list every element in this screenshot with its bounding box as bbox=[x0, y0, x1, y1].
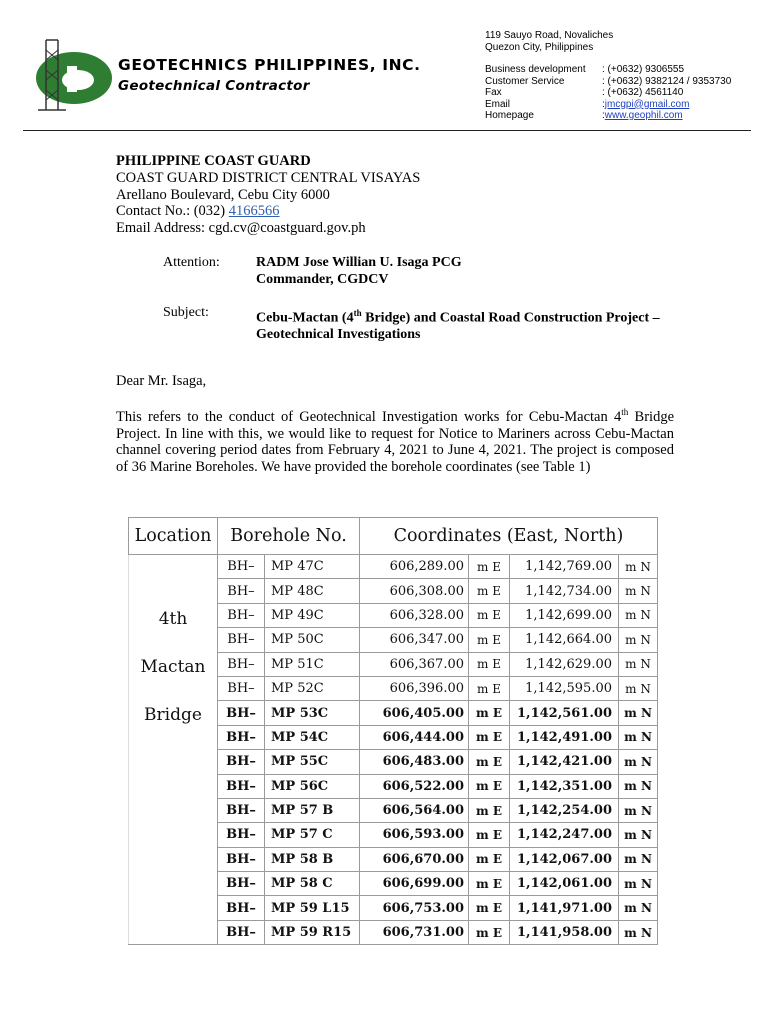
northing: 1,142,254.00 bbox=[510, 798, 619, 822]
addressee-org: PHILIPPINE COAST GUARD bbox=[116, 153, 311, 169]
northing-unit: m N bbox=[619, 823, 658, 847]
easting: 606,564.00 bbox=[360, 798, 469, 822]
company-address bbox=[485, 30, 613, 53]
northing: 1,142,629.00 bbox=[510, 652, 619, 676]
address-line-1: 119 Sauyo Road, Novaliches bbox=[485, 30, 614, 41]
northing: 1,142,351.00 bbox=[510, 774, 619, 798]
easting: 606,405.00 bbox=[360, 701, 469, 725]
easting-unit: m E bbox=[469, 725, 510, 749]
contact-label: Customer Service bbox=[485, 75, 565, 87]
easting-unit: m E bbox=[469, 628, 510, 652]
header-location: Location bbox=[129, 518, 218, 555]
northing: 1,142,061.00 bbox=[510, 872, 619, 896]
borehole-number: MP 48C bbox=[265, 579, 360, 603]
subject-sup: th bbox=[353, 308, 362, 318]
borehole-number: MP 50C bbox=[265, 628, 360, 652]
easting: 606,699.00 bbox=[360, 872, 469, 896]
contact-row-fax bbox=[485, 87, 731, 99]
borehole-prefix: BH– bbox=[218, 725, 265, 749]
addressee-contact bbox=[116, 203, 420, 220]
contact-row-email bbox=[485, 99, 731, 111]
northing-unit: m N bbox=[619, 750, 658, 774]
easting: 606,753.00 bbox=[360, 896, 469, 920]
easting: 606,731.00 bbox=[360, 920, 469, 944]
northing: 1,142,699.00 bbox=[510, 603, 619, 627]
northing-unit: m N bbox=[619, 872, 658, 896]
easting: 606,444.00 bbox=[360, 725, 469, 749]
northing-unit: m N bbox=[619, 774, 658, 798]
borehole-number: MP 47C bbox=[265, 555, 360, 579]
table-header-row bbox=[129, 518, 658, 555]
table-row bbox=[129, 555, 658, 579]
northing: 1,142,067.00 bbox=[510, 847, 619, 871]
easting-unit: m E bbox=[469, 701, 510, 725]
borehole-prefix: BH– bbox=[218, 701, 265, 725]
email-link[interactable]: jmcgpi@gmail.com bbox=[604, 98, 690, 110]
contact-row-customer-service bbox=[485, 76, 731, 88]
borehole-number: MP 53C bbox=[265, 701, 360, 725]
company-tagline: Geotechnical Contractor bbox=[118, 78, 310, 94]
borehole-prefix: BH– bbox=[218, 628, 265, 652]
homepage-link[interactable]: www.geophil.com bbox=[604, 110, 683, 121]
contact-value: : (+0632) 9306555 bbox=[602, 64, 685, 75]
easting-unit: m E bbox=[469, 847, 510, 871]
contact-value: : (+0632) 4561140 bbox=[602, 87, 684, 98]
borehole-prefix: BH– bbox=[218, 750, 265, 774]
borehole-prefix: BH– bbox=[218, 555, 265, 579]
northing-unit: m N bbox=[619, 847, 658, 871]
easting: 606,593.00 bbox=[360, 823, 469, 847]
borehole-number: MP 57 C bbox=[265, 823, 360, 847]
contact-prefix: : bbox=[602, 110, 605, 121]
body-part-1: This refers to the conduct of Geotechnical Investigation works for Cebu-Mactan 4 bbox=[116, 408, 622, 425]
body-part-2: Bridge Project. In line with this, we would like to request for Notice to Mariners across Cebu-Mactan channel covering period dates from February 4, 2021 to June 4, 2021. The project is composed of 36 Marine Boreholes. We have provided the borehole coordinates (see Table 1) bbox=[116, 408, 674, 476]
borehole-number: MP 57 B bbox=[265, 798, 360, 822]
easting: 606,347.00 bbox=[360, 628, 469, 652]
company-logo bbox=[34, 36, 112, 112]
attention-name: RADM Jose Willian U. Isaga PCG bbox=[256, 255, 462, 270]
location-line: 4th bbox=[158, 609, 188, 629]
easting-unit: m E bbox=[469, 676, 510, 700]
letterhead-divider bbox=[23, 130, 751, 131]
northing-unit: m N bbox=[619, 652, 658, 676]
subject-part-1: Cebu-Mactan (4 bbox=[256, 310, 354, 326]
northing-unit: m N bbox=[619, 896, 658, 920]
northing: 1,142,595.00 bbox=[510, 676, 619, 700]
borehole-number: MP 56C bbox=[265, 774, 360, 798]
company-name: GEOTECHNICS PHILIPPINES, INC. bbox=[118, 56, 421, 74]
letter-body bbox=[116, 404, 674, 476]
borehole-prefix: BH– bbox=[218, 823, 265, 847]
easting-unit: m E bbox=[469, 774, 510, 798]
body-sup: th bbox=[621, 407, 629, 417]
subject-text bbox=[256, 305, 676, 344]
borehole-prefix: BH– bbox=[218, 652, 265, 676]
borehole-prefix: BH– bbox=[218, 896, 265, 920]
subject-part-2: Bridge) and Coastal Road Construction Project – Geotechnical Investigations bbox=[256, 310, 660, 343]
header-coordinates: Coordinates (East, North) bbox=[360, 518, 658, 555]
easting: 606,670.00 bbox=[360, 847, 469, 871]
easting-unit: m E bbox=[469, 555, 510, 579]
borehole-number: MP 52C bbox=[265, 676, 360, 700]
northing-unit: m N bbox=[619, 725, 658, 749]
borehole-prefix: BH– bbox=[218, 920, 265, 944]
easting-unit: m E bbox=[469, 652, 510, 676]
addressee-email: Email Address: cgd.cv@coastguard.gov.ph bbox=[116, 220, 366, 237]
borehole-prefix: BH– bbox=[218, 872, 265, 896]
drill-rig-logo-icon bbox=[34, 36, 112, 112]
easting: 606,367.00 bbox=[360, 652, 469, 676]
easting: 606,328.00 bbox=[360, 603, 469, 627]
northing: 1,141,971.00 bbox=[510, 896, 619, 920]
subject-label: Subject: bbox=[163, 305, 209, 320]
easting-unit: m E bbox=[469, 750, 510, 774]
location-line: Bridge bbox=[144, 705, 202, 725]
contact-value: : (+0632) 9382124 / 9353730 bbox=[602, 75, 732, 87]
easting: 606,483.00 bbox=[360, 750, 469, 774]
northing-unit: m N bbox=[619, 628, 658, 652]
northing-unit: m N bbox=[619, 676, 658, 700]
easting-unit: m E bbox=[469, 579, 510, 603]
easting: 606,396.00 bbox=[360, 676, 469, 700]
addressee-street: Arellano Boulevard, Cebu City 6000 bbox=[116, 186, 330, 203]
contact-label: Email bbox=[485, 98, 511, 110]
easting: 606,308.00 bbox=[360, 579, 469, 603]
easting-unit: m E bbox=[469, 872, 510, 896]
northing: 1,142,491.00 bbox=[510, 725, 619, 749]
greeting: Dear Mr. Isaga, bbox=[116, 373, 207, 389]
easting-unit: m E bbox=[469, 896, 510, 920]
northing-unit: m N bbox=[619, 579, 658, 603]
attention-label: Attention: bbox=[163, 255, 220, 270]
company-contacts bbox=[485, 64, 731, 122]
borehole-prefix: BH– bbox=[218, 774, 265, 798]
contact-prefix: : bbox=[602, 98, 605, 110]
easting: 606,522.00 bbox=[360, 774, 469, 798]
borehole-prefix: BH– bbox=[218, 847, 265, 871]
address-line-2: Quezon City, Philippines bbox=[485, 41, 594, 53]
borehole-number: MP 59 R15 bbox=[265, 920, 360, 944]
borehole-number: MP 55C bbox=[265, 750, 360, 774]
easting: 606,289.00 bbox=[360, 555, 469, 579]
borehole-number: MP 59 L15 bbox=[265, 896, 360, 920]
contact-row-homepage bbox=[485, 110, 731, 122]
northing: 1,142,769.00 bbox=[510, 555, 619, 579]
header-borehole: Borehole No. bbox=[218, 518, 360, 555]
attention-value bbox=[256, 255, 462, 288]
northing: 1,141,958.00 bbox=[510, 920, 619, 944]
borehole-prefix: BH– bbox=[218, 579, 265, 603]
location-cell bbox=[129, 555, 218, 945]
northing-unit: m N bbox=[619, 603, 658, 627]
northing-unit: m N bbox=[619, 701, 658, 725]
northing: 1,142,421.00 bbox=[510, 750, 619, 774]
northing: 1,142,247.00 bbox=[510, 823, 619, 847]
borehole-prefix: BH– bbox=[218, 676, 265, 700]
addressee-block bbox=[116, 153, 420, 237]
northing: 1,142,664.00 bbox=[510, 628, 619, 652]
northing-unit: m N bbox=[619, 920, 658, 944]
northing: 1,142,734.00 bbox=[510, 579, 619, 603]
attention-title: Commander, CGDCV bbox=[256, 271, 389, 287]
easting-unit: m E bbox=[469, 798, 510, 822]
table-body bbox=[129, 555, 658, 945]
contact-label: Fax bbox=[485, 87, 502, 98]
contact-label: Business development bbox=[485, 64, 586, 75]
borehole-prefix: BH– bbox=[218, 798, 265, 822]
borehole-table bbox=[128, 517, 658, 945]
borehole-prefix: BH– bbox=[218, 603, 265, 627]
borehole-number: MP 58 C bbox=[265, 872, 360, 896]
borehole-table-wrap bbox=[128, 517, 658, 945]
borehole-number: MP 49C bbox=[265, 603, 360, 627]
phone-link[interactable]: 4166566 bbox=[228, 203, 280, 220]
contact-prefix: Contact No.: (032) bbox=[116, 203, 229, 220]
easting-unit: m E bbox=[469, 603, 510, 627]
borehole-number: MP 58 B bbox=[265, 847, 360, 871]
northing-unit: m N bbox=[619, 555, 658, 579]
easting-unit: m E bbox=[469, 823, 510, 847]
borehole-number: MP 51C bbox=[265, 652, 360, 676]
location-line: Mactan bbox=[140, 657, 206, 677]
borehole-number: MP 54C bbox=[265, 725, 360, 749]
easting-unit: m E bbox=[469, 920, 510, 944]
northing-unit: m N bbox=[619, 798, 658, 822]
northing: 1,142,561.00 bbox=[510, 701, 619, 725]
contact-row-business bbox=[485, 64, 731, 76]
addressee-district: COAST GUARD DISTRICT CENTRAL VISAYAS bbox=[116, 169, 421, 186]
contact-label: Homepage bbox=[485, 110, 534, 121]
